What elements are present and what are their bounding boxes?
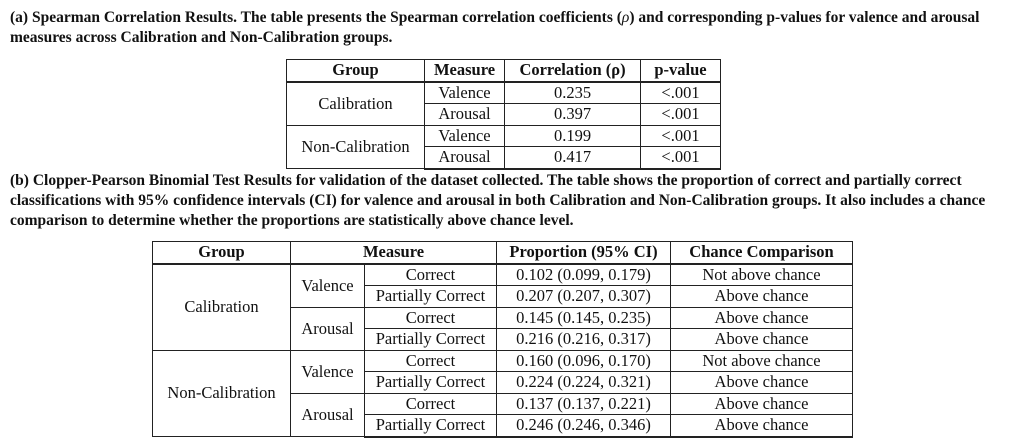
chance-cell: Not above chance xyxy=(671,350,853,372)
table-row xyxy=(287,125,721,147)
type-cell: Correct xyxy=(365,264,497,286)
p-value-cell: <.001 xyxy=(641,104,721,126)
caption-a-suffix: ) and corresponding p-values for valence and arousal measures across Calibration and Non-Calibration groups. xyxy=(10,9,980,46)
caption-a xyxy=(10,8,1014,48)
chance-cell: Not above chance xyxy=(671,264,853,286)
group-cell: Calibration xyxy=(287,82,425,126)
binomial-test-table xyxy=(152,241,853,438)
table-row xyxy=(153,350,853,372)
type-cell: Partially Correct xyxy=(365,329,497,351)
proportion-cell: 0.160 (0.096, 0.170) xyxy=(497,350,671,372)
group-cell: Non-Calibration xyxy=(287,125,425,169)
caption-b: (b) Clopper-Pearson Binomial Test Results for validation of the dataset collected. The table shows the proportion of correct and partially correct classifications with 95% confidence intervals (CI) for valence and arousal in both Calibration and Non-Calibration groups. It also includes a chance comparison to determine whether the proportions are statistically above chance level. xyxy=(10,172,986,229)
type-cell: Correct xyxy=(365,350,497,372)
chance-cell: Above chance xyxy=(671,372,853,394)
correlation-cell: 0.397 xyxy=(505,104,641,126)
caption-a-prefix: (a) Spearman Correlation Results. The table presents the Spearman correlation coefficients ( xyxy=(10,9,622,26)
proportion-cell: 0.216 (0.216, 0.317) xyxy=(497,329,671,351)
chance-cell: Above chance xyxy=(671,415,853,437)
header-measure: Measure xyxy=(425,60,505,82)
measure-cell: Arousal xyxy=(291,307,365,350)
header-proportion: Proportion (95% CI) xyxy=(497,242,671,264)
measure-cell: Valence xyxy=(425,125,505,147)
correlation-cell: 0.235 xyxy=(505,82,641,104)
header-group: Group xyxy=(153,242,291,264)
measure-cell: Arousal xyxy=(425,147,505,169)
header-measure: Measure xyxy=(291,242,497,264)
table-row xyxy=(153,264,853,286)
table-row xyxy=(287,82,721,104)
p-value-cell: <.001 xyxy=(641,147,721,169)
proportion-cell: 0.246 (0.246, 0.346) xyxy=(497,415,671,437)
correlation-cell: 0.199 xyxy=(505,125,641,147)
header-chance: Chance Comparison xyxy=(671,242,853,264)
measure-cell: Arousal xyxy=(291,393,365,437)
chance-cell: Above chance xyxy=(671,307,853,329)
measure-cell: Valence xyxy=(291,350,365,393)
measure-cell: Valence xyxy=(425,82,505,104)
caption-a-rho: ρ xyxy=(621,9,630,26)
chance-cell: Above chance xyxy=(671,393,853,415)
type-cell: Partially Correct xyxy=(365,372,497,394)
chance-cell: Above chance xyxy=(671,286,853,308)
group-cell: Calibration xyxy=(153,264,291,351)
spearman-table xyxy=(286,59,721,170)
p-value-cell: <.001 xyxy=(641,125,721,147)
type-cell: Partially Correct xyxy=(365,415,497,437)
proportion-cell: 0.137 (0.137, 0.221) xyxy=(497,393,671,415)
type-cell: Correct xyxy=(365,393,497,415)
type-cell: Partially Correct xyxy=(365,286,497,308)
proportion-cell: 0.145 (0.145, 0.235) xyxy=(497,307,671,329)
proportion-cell: 0.224 (0.224, 0.321) xyxy=(497,372,671,394)
group-cell: Non-Calibration xyxy=(153,350,291,437)
chance-cell: Above chance xyxy=(671,329,853,351)
type-cell: Correct xyxy=(365,307,497,329)
measure-cell: Valence xyxy=(291,264,365,308)
correlation-cell: 0.417 xyxy=(505,147,641,169)
proportion-cell: 0.102 (0.099, 0.179) xyxy=(497,264,671,286)
header-p-value: p-value xyxy=(641,60,721,82)
table-header-row xyxy=(153,242,853,264)
p-value-cell: <.001 xyxy=(641,82,721,104)
header-group: Group xyxy=(287,60,425,82)
measure-cell: Arousal xyxy=(425,104,505,126)
header-correlation: Correlation (ρ) xyxy=(505,60,641,82)
table-header-row xyxy=(287,60,721,82)
proportion-cell: 0.207 (0.207, 0.307) xyxy=(497,286,671,308)
